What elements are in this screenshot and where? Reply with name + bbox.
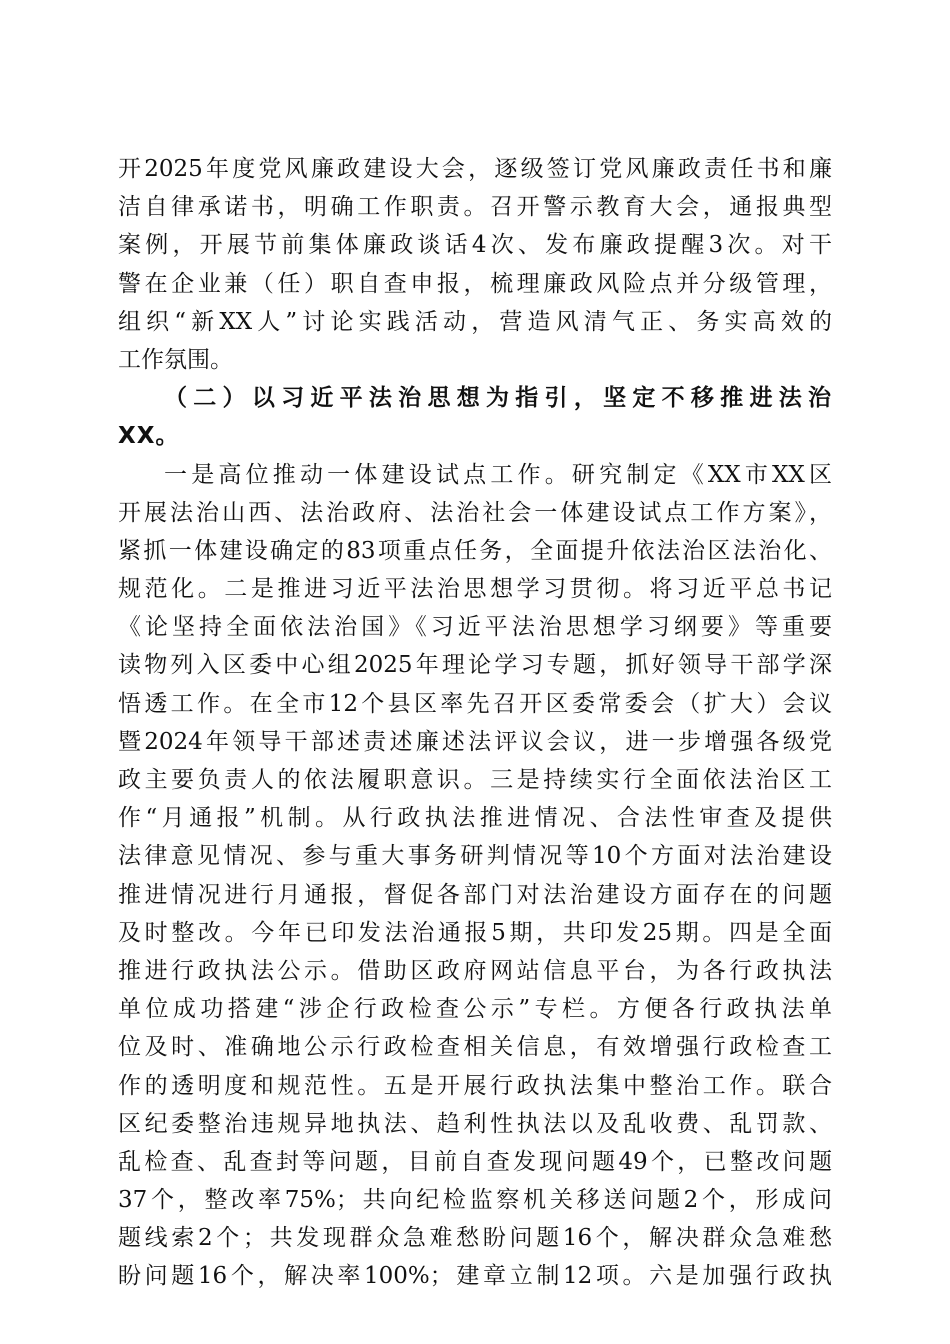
paragraph-2-line-17: 作的透明度和规范性。五是开展行政执法集中整治工作。联合 xyxy=(118,1072,832,1099)
paragraph-2-line-20: 37个，整改率75%；共向纪检监察机关移送问题2个，形成问 xyxy=(118,1187,832,1214)
paragraph-2-line-7: 悟透工作。在全市12个县区率先召开区委常委会（扩大）会议 xyxy=(118,690,832,717)
paragraph-2-line-3: 紧抓一体建设确定的83项重点任务，全面提升依法治区法治化、 xyxy=(118,537,832,564)
paragraph-2-line-2: 开展法治山西、法治政府、法治社会一体建设试点工作方案》， xyxy=(118,499,832,526)
paragraph-1-line-2: 洁自律承诺书，明确工作职责。召开警示教育大会，通报典型 xyxy=(118,194,832,221)
paragraph-2-line-16: 位及时、准确地公示行政检查相关信息，有效增强行政检查工 xyxy=(118,1034,832,1061)
paragraph-1-line-4: 警在企业兼（任）职自查申报，梳理廉政风险点并分级管理， xyxy=(118,270,832,297)
paragraph-2-line-21: 题线索2个；共发现群众急难愁盼问题16个，解决群众急难愁 xyxy=(118,1225,832,1252)
paragraph-2-line-18: 区纪委整治违规异地执法、趋利性执法以及乱收费、乱罚款、 xyxy=(118,1110,832,1137)
paragraph-2-line-9: 政主要负责人的依法履职意识。三是持续实行全面依法治区工 xyxy=(118,767,832,793)
document-body xyxy=(118,150,832,1296)
paragraph-1-line-5: 组织“新XX人”讨论实践活动，营造风清气正、务实高效的 xyxy=(118,308,832,335)
paragraph-1-line-1: 开2025年度党风廉政建设大会，逐级签订党风廉政责任书和廉 xyxy=(118,156,832,182)
paragraph-2-line-1: 一是高位推动一体建设试点工作。研究制定《XX市XX区 xyxy=(164,461,832,488)
paragraph-2-line-15: 单位成功搭建“涉企行政检查公示”专栏。方便各行政执法单 xyxy=(118,996,832,1023)
paragraph-2-line-6: 读物列入区委中心组2025年理论学习专题，抓好领导干部学深 xyxy=(118,652,832,679)
paragraph-2-line-8: 暨2024年领导干部述责述廉述法评议会议，进一步增强各级党 xyxy=(118,728,832,755)
paragraph-2-line-4: 规范化。二是推进习近平法治思想学习贯彻。将习近平总书记 xyxy=(118,576,832,603)
paragraph-1-line-3: 案例，开展节前集体廉政谈话4次、发布廉政提醒3次。对干 xyxy=(118,232,832,259)
paragraph-2-line-10: 作“月通报”机制。从行政执法推进情况、合法性审查及提供 xyxy=(118,805,832,832)
paragraph-2-line-19: 乱检查、乱查封等问题，目前自查发现问题49个，已整改问题 xyxy=(118,1148,832,1175)
paragraph-2-line-13: 及时整改。今年已印发法治通报5期，共印发25期。四是全面 xyxy=(118,919,832,946)
paragraph-2-line-12: 推进情况进行月通报，督促各部门对法治建设方面存在的问题 xyxy=(118,881,832,908)
paragraph-1-line-6: 工作氛围。 xyxy=(118,346,233,373)
paragraph-2-line-22: 盼问题16个，解决率100%；建章立制12项。六是加强行政执 xyxy=(118,1263,832,1290)
paragraph-2-line-11: 法律意见情况、参与重大事务研判情况等10个方面对法治建设 xyxy=(118,843,832,870)
paragraph-2-line-5: 《论坚持全面依法治国》《习近平法治思想学习纲要》等重要 xyxy=(118,614,832,641)
paragraph-2-line-14: 推进行政执法公示。借助区政府网站信息平台，为各行政执法 xyxy=(118,957,832,984)
section-heading-line-2: XX。 xyxy=(118,423,180,450)
section-heading-line-1: （二）以习近平法治思想为指引，坚定不移推进法治 xyxy=(164,385,832,412)
